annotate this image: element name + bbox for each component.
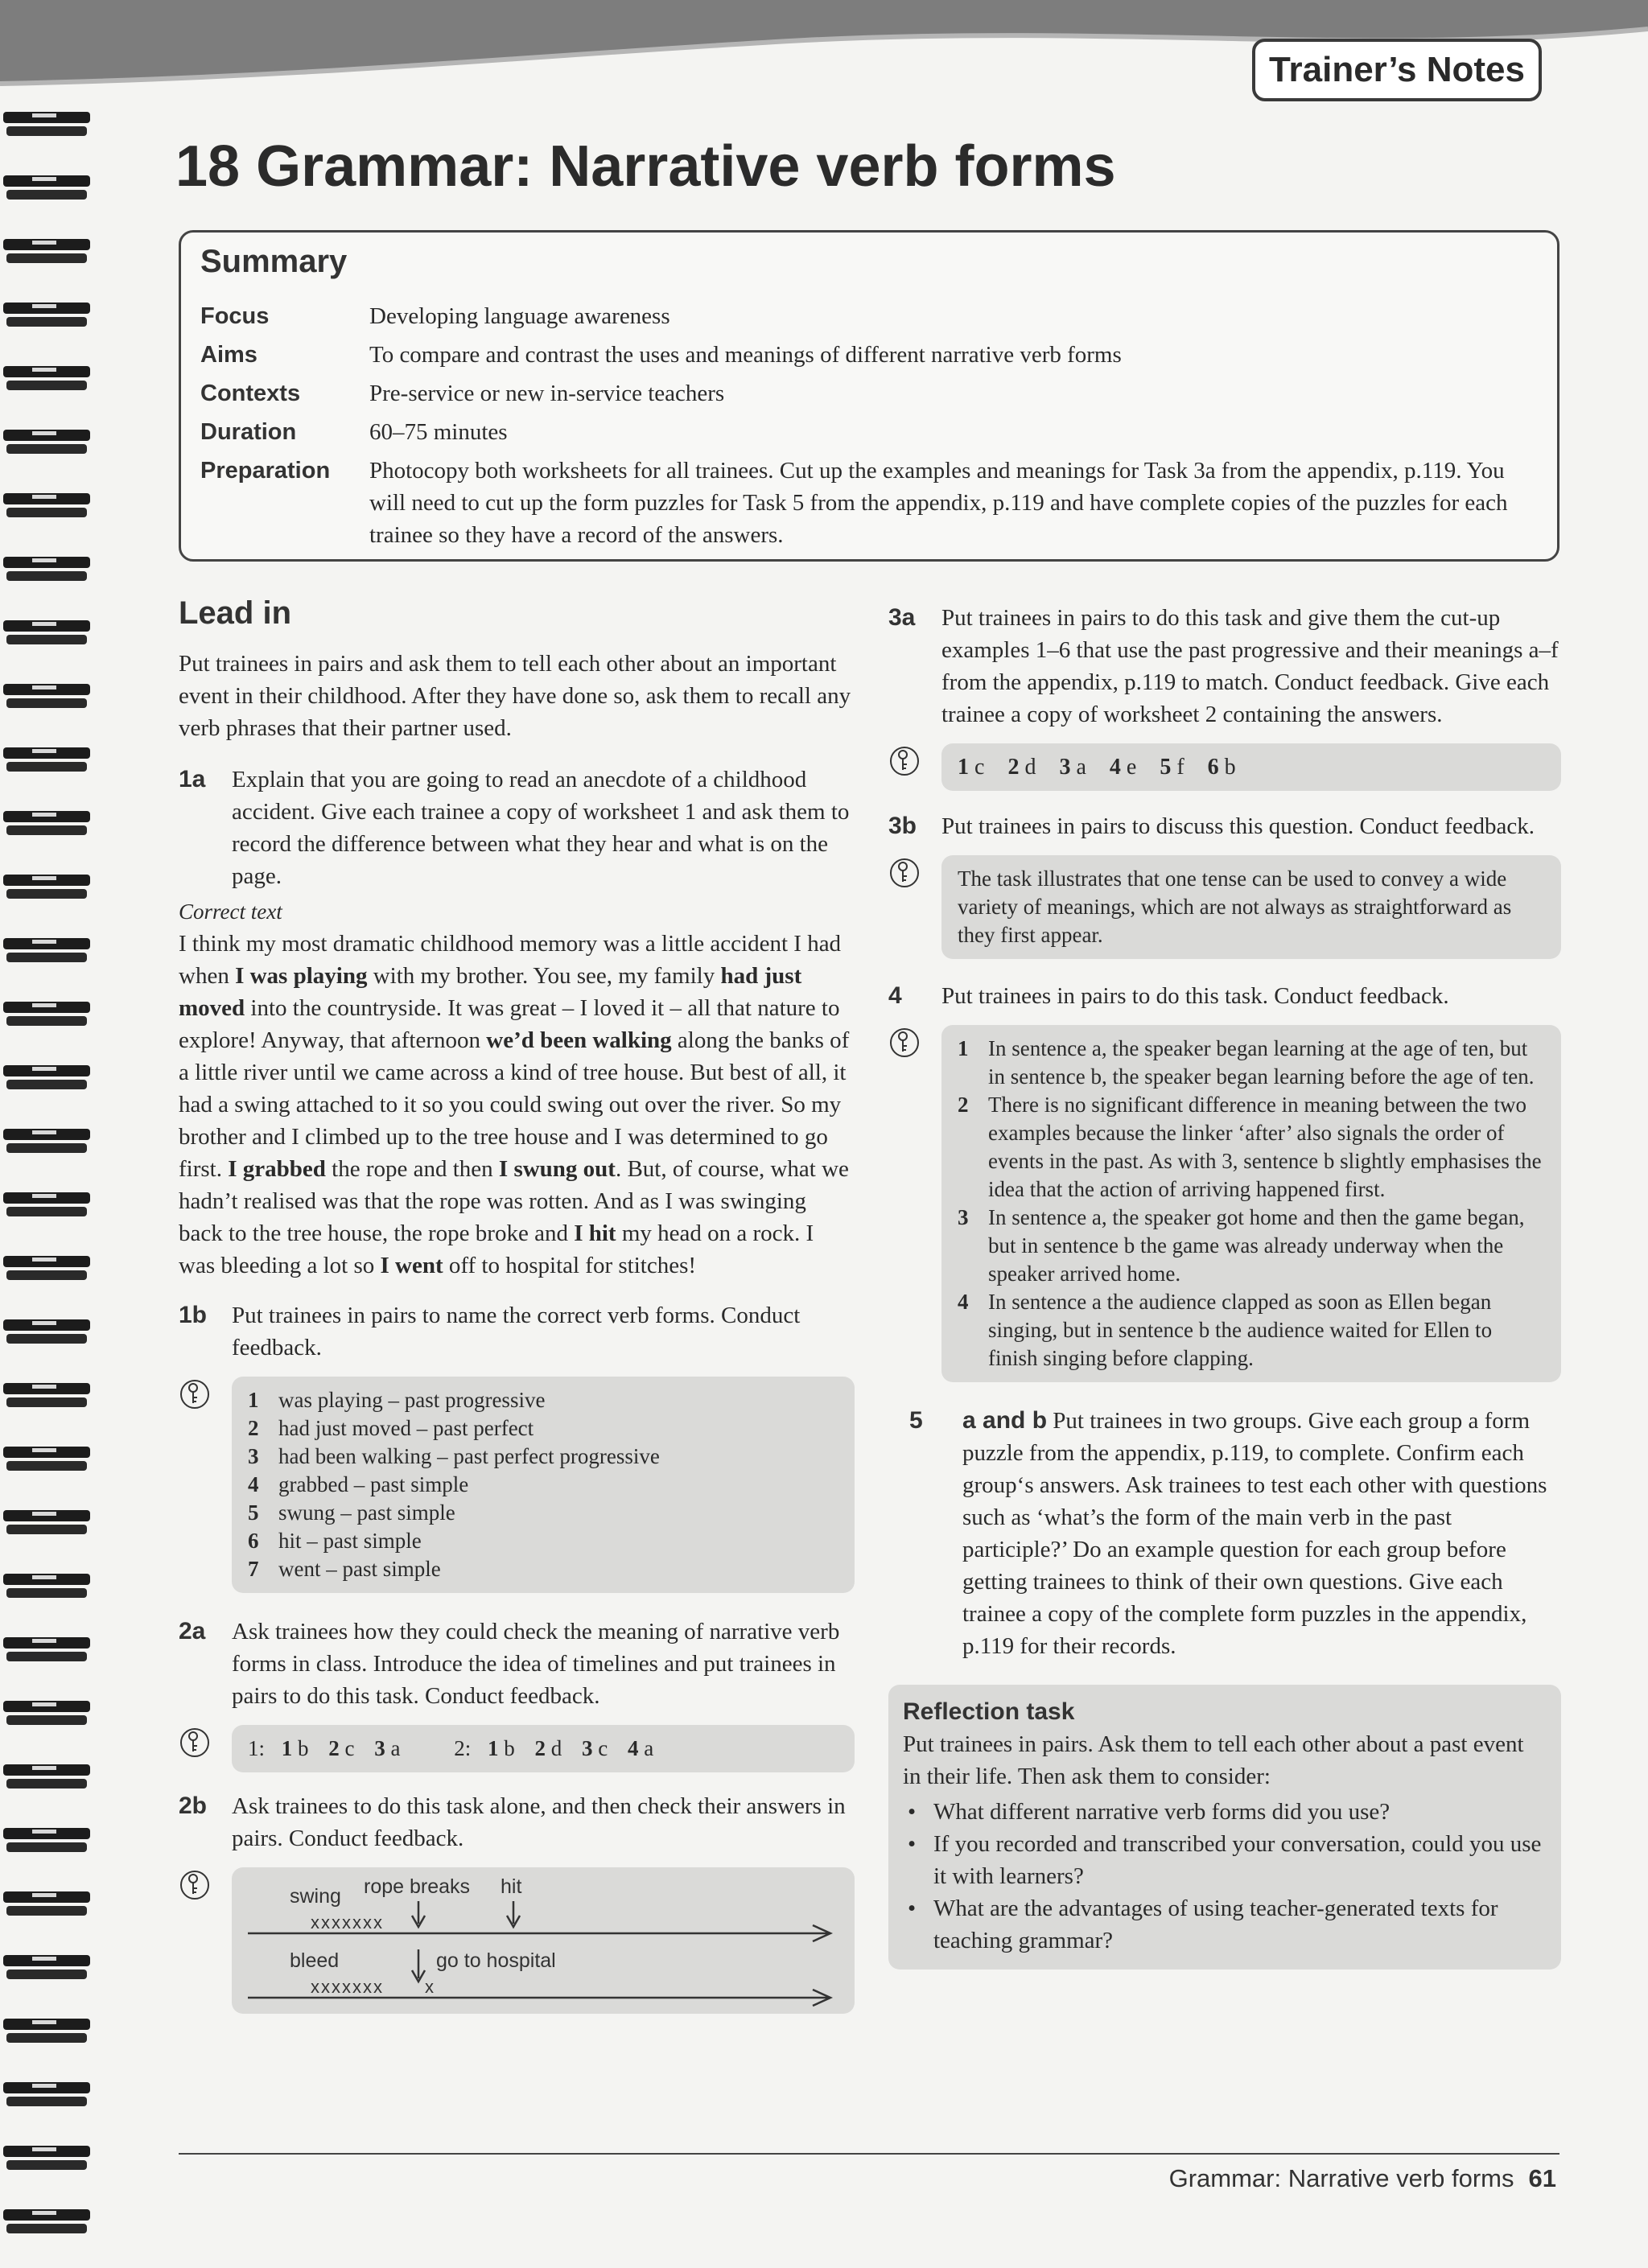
arrow-down-icon (412, 1949, 425, 1982)
answer-letter: d (550, 1736, 562, 1760)
task-number: 2a (179, 1618, 206, 1644)
lead-in-heading: Lead in (179, 595, 292, 631)
footer-rule (179, 2153, 1559, 2155)
binding-coil (3, 1701, 90, 1725)
summary-label: Focus (200, 303, 270, 329)
answer-number: 1 (488, 1736, 499, 1760)
answer-pair (282, 1736, 309, 1760)
summary-heading: Summary (200, 244, 348, 279)
binding-coil (3, 1129, 90, 1153)
answer-item (248, 1471, 838, 1499)
binding-coil (3, 1510, 90, 1534)
answer-text: was playing – past progressive (278, 1388, 546, 1412)
timeline-label-go-to-hospital: go to hospital (436, 1949, 556, 1972)
story-segment: . But, of course, what we hadn’t realised was that the rope was rotten. And as I was swinging back to the tree house, the rope broke and (179, 1156, 849, 1246)
reflection-heading: Reflection task (903, 1698, 1075, 1725)
answer-number: 5 (1160, 755, 1172, 780)
binding-coil (3, 1828, 90, 1852)
task-3a (888, 602, 1561, 731)
answer-pair (1007, 755, 1036, 780)
answer-number: 3 (374, 1736, 385, 1760)
timeline-progress-marks: xxxxxxx (311, 1912, 384, 1933)
timeline-progress-marks: x (425, 1977, 434, 1997)
task-1a (179, 764, 855, 892)
answer-number: 2 (958, 1093, 969, 1117)
answer-group-label: 1: (248, 1736, 266, 1760)
answer-number: 2 (248, 1416, 259, 1440)
reflection-intro: Put trainees in pairs. Ask them to tell each other about a past event in their life. Then ask them to consider: (903, 1731, 1524, 1789)
answer-text: swung – past simple (278, 1500, 455, 1525)
verb-phrase: I swung out (498, 1156, 616, 1182)
timeline-label-bleed: bleed (290, 1949, 340, 1972)
binding-coil (3, 1637, 90, 1661)
timeline-label-swing: swing (290, 1885, 341, 1908)
story-segment: the rope and then (325, 1156, 499, 1182)
task-text: Put trainees in pairs to do this task. Conduct feedback. (941, 983, 1449, 1009)
answer-pair (628, 1736, 653, 1760)
answer-box-2a (232, 1725, 855, 1772)
answer-pair (958, 755, 984, 780)
correct-text-label: Correct text (179, 899, 282, 924)
summary-value: Developing language awareness (369, 303, 670, 329)
summary-label: Duration (200, 419, 297, 445)
answer-number: 1 (958, 1036, 969, 1060)
answer-pair (328, 1736, 354, 1760)
task-2b (179, 1790, 855, 1854)
arrow-down-icon (507, 1901, 520, 1927)
answer-item (248, 1414, 838, 1443)
answer-pair (535, 1736, 562, 1760)
page-number: 61 (1528, 2164, 1556, 2192)
story-segment: my head on a rock. I was bleeding a lot so (179, 1220, 814, 1278)
summary-value: To compare and contrast the uses and meanings of different narrative verb forms (369, 342, 1122, 368)
page-footer (1169, 2164, 1556, 2193)
answer-text: In sentence a, the speaker got home and then the game began, but in sentence b the game was already underway when the speaker arrived home. (988, 1205, 1525, 1286)
answer-number: 6 (248, 1529, 259, 1553)
answer-text: had been walking – past perfect progressive (278, 1444, 660, 1468)
verb-phrase: we’d been walking (486, 1027, 672, 1053)
binding-coil (3, 1192, 90, 1216)
answer-number: 2 (534, 1736, 546, 1760)
answer-number: 2 (1007, 755, 1020, 780)
binding-coil (3, 684, 90, 708)
binding-coil (3, 1447, 90, 1471)
task-number: 3a (888, 604, 916, 631)
reflection-bullet: • If you recorded and transcribed your conversation, could you use it with learners? (903, 1828, 1547, 1892)
answer-letter: f (1176, 755, 1184, 780)
answer-key-icon (179, 1869, 211, 1901)
task-number: 1b (179, 1302, 208, 1328)
answer-pair (374, 1736, 400, 1760)
answer-letter: b (298, 1736, 309, 1760)
task-text: Put trainees in two groups. Give each group a form puzzle from the appendix, p.119, to complete. Confirm each group‘s answers. Ask trainees to test each other with questions such as ‘what’s the form of the main verb in the past participle?’ Do an example question for each group before getting trainees to think of their own questions. Give each trainee a copy of the complete form puzzles in the appendix, p.119 for their records. (962, 1408, 1547, 1659)
summary-value: Photocopy both worksheets for all trainees. Cut up the examples and meanings for Task 3a from the appendix, p.119. You will need to cut up the form puzzles for Task 5 from the appendix, p.119 and have complete copies of the puzzles for each trainee so they have a record of the answers. (369, 458, 1508, 548)
task-number: 5 (909, 1407, 923, 1434)
answer-number: 5 (248, 1500, 259, 1525)
answer-box-1b (232, 1377, 855, 1593)
task-5 (888, 1405, 1561, 1662)
binding-coil (3, 175, 90, 200)
answer-number: 6 (1207, 755, 1219, 780)
binding-coil (3, 1002, 90, 1026)
task-3b (888, 810, 1561, 842)
answer-pair (1208, 755, 1236, 780)
binding-coil (3, 620, 90, 644)
answer-key-icon (179, 1727, 211, 1759)
answer-number: 3 (582, 1736, 593, 1760)
story-segment: into the countryside. It was great – I loved it – all that nature to explore! Anyway, that afternoon (179, 995, 840, 1053)
story-segment: off to hospital for stitches! (443, 1253, 697, 1278)
story-text (179, 928, 855, 1282)
answer-number: 4 (248, 1472, 259, 1496)
right-column (888, 602, 1561, 1970)
answer-item (958, 1204, 1545, 1288)
binding-coil (3, 875, 90, 899)
answer-letter: e (1126, 755, 1137, 780)
task-number: 1a (179, 766, 206, 792)
answer-text: There is no significant difference in meaning between the two examples because the linker ‘after’ also signals the order of events in the past. As with 3, sentence b slightly emphasises the idea that the action of arriving happened first. (988, 1093, 1542, 1201)
left-column (179, 595, 855, 2014)
reflection-bullets (903, 1796, 1547, 1957)
answer-number: 4 (627, 1736, 639, 1760)
answer-text: In sentence a the audience clapped as soon as Ellen began singing, but in sentence b the audience waited for Ellen to finish singing before clapping. (988, 1290, 1493, 1370)
footer-title: Grammar: Narrative verb forms (1168, 2164, 1514, 2192)
answer-box-3a (941, 743, 1561, 791)
answer-key-icon (888, 1027, 921, 1059)
task-text: Put trainees in pairs to do this task and give them the cut-up examples 1–6 that use the past progressive and their meanings a–f from the appendix, p.119 to match. Conduct feedback. Give each trainee a copy of worksheet 2 containing the answers. (941, 605, 1559, 727)
answer-pair (1160, 755, 1184, 780)
summary-label: Aims (200, 342, 258, 368)
arrow-down-icon (412, 1901, 425, 1927)
binding-coil (3, 112, 90, 136)
summary-value: Pre-service or new in-service teachers (369, 381, 725, 406)
task-1b (179, 1299, 855, 1364)
answer-item (248, 1443, 838, 1471)
verb-phrase: I went (380, 1253, 443, 1278)
answer-pair (488, 1736, 515, 1760)
answer-letter: a (390, 1736, 401, 1760)
answer-text: went – past simple (278, 1557, 441, 1581)
answer-pair (1110, 755, 1136, 780)
answer-number: 4 (1109, 755, 1121, 780)
answer-box-4 (941, 1025, 1561, 1382)
answer-letter: b (1224, 755, 1236, 780)
binding-coil (3, 1764, 90, 1788)
answer-number: 1 (281, 1736, 293, 1760)
trainers-notes-badge: Trainer’s Notes (1252, 39, 1542, 101)
task-text: Ask trainees to do this task alone, and then check their answers in pairs. Conduct feedback. (232, 1793, 846, 1851)
verb-phrase: had just moved (179, 963, 802, 1021)
answer-letter: c (344, 1736, 355, 1760)
answer-letter: c (598, 1736, 608, 1760)
task-text: Put trainees in pairs to discuss this question. Conduct feedback. (941, 813, 1535, 839)
answer-text: In sentence a, the speaker began learning at the age of ten, but in sentence b, the speaker began learning before the age of ten. (988, 1036, 1535, 1089)
task-number: 4 (888, 982, 902, 1009)
answer-number: 7 (248, 1557, 259, 1581)
answer-number: 2 (328, 1736, 340, 1760)
binding-coil (3, 303, 90, 327)
verb-phrase: I hit (574, 1220, 616, 1246)
binding-coil (3, 1319, 90, 1344)
summary-value: 60–75 minutes (369, 419, 508, 445)
answer-number: 1 (248, 1388, 259, 1412)
task-text: Ask trainees how they could check the meaning of narrative verb forms in class. Introduce the idea of timelines and put trainees in pairs to do this task. Conduct feedback. (232, 1619, 840, 1709)
timeline-progress-marks: xxxxxxx (311, 1977, 384, 1997)
binding-coil (3, 811, 90, 835)
answer-item (958, 1035, 1545, 1091)
timeline-label-rope-breaks: rope breaks (364, 1875, 471, 1898)
task-text: Put trainees in pairs to name the correct verb forms. Conduct feedback. (232, 1303, 801, 1360)
answer-number: 1 (958, 755, 969, 780)
answer-list (248, 1386, 838, 1583)
verb-phrase: I grabbed (228, 1156, 326, 1182)
story-segment: along the banks of a little river until we came across a kind of tree house. But best of all, it had a swing attached to it so you could swing out over the river. So my brother and I climbed up to the tree house and I was determined to go first. (179, 1027, 850, 1182)
answer-letter: a (1076, 755, 1086, 780)
binding-coil (3, 1383, 90, 1407)
story-segment: with my brother. You see, my family (367, 963, 721, 989)
page-title: 18 Grammar: Narrative verb forms (175, 134, 1116, 199)
answer-item (958, 1091, 1545, 1204)
binding-coil (3, 1891, 90, 1916)
answer-key-icon (179, 1378, 211, 1410)
summary-label: Contexts (200, 381, 301, 406)
binding-coil (3, 1065, 90, 1089)
answer-text: had just moved – past perfect (278, 1416, 534, 1440)
answer-text: hit – past simple (278, 1529, 422, 1553)
answer-number: 3 (1059, 755, 1071, 780)
reflection-bullet: • What different narrative verb forms did you use? (903, 1796, 1547, 1828)
answer-key-icon (888, 745, 921, 777)
timeline-diagram (232, 1867, 855, 2014)
timeline-label-hit: hit (501, 1875, 522, 1898)
binding-coil (3, 493, 90, 517)
spiral-binding (0, 0, 95, 2268)
answer-item (248, 1527, 838, 1555)
task-number: 3b (888, 813, 917, 839)
answer-list (958, 1035, 1545, 1373)
answer-item (248, 1386, 838, 1414)
binding-coil (3, 1574, 90, 1598)
answer-number: 3 (958, 1205, 969, 1229)
answer-text: The task illustrates that one tense can be used to convey a wide variety of meanings, which are not always as straightforward as they first appear. (958, 866, 1512, 947)
answer-letter: b (504, 1736, 515, 1760)
answer-letter: c (974, 755, 985, 780)
story-segment: I think my most dramatic childhood memory was a little accident I had when (179, 931, 842, 989)
answer-box-2b (232, 1867, 855, 2014)
binding-coil (3, 747, 90, 772)
binding-coil (3, 557, 90, 581)
binding-coil (3, 239, 90, 263)
binding-coil (3, 1256, 90, 1280)
answer-item (248, 1555, 838, 1583)
answer-number: 4 (958, 1290, 969, 1314)
task-number: 2b (179, 1793, 208, 1819)
lead-in-text: Put trainees in pairs and ask them to tell each other about an important event in their childhood. After they have done so, ask them to recall any verb phrases that their partner used. (179, 651, 851, 741)
summary-label: Preparation (200, 458, 331, 484)
binding-coil (3, 2019, 90, 2043)
answer-letter: a (644, 1736, 654, 1760)
binding-coil (3, 430, 90, 454)
binding-coil (3, 938, 90, 962)
answer-item (958, 1288, 1545, 1373)
binding-coil (3, 366, 90, 390)
task-5-lead: a and b (962, 1407, 1048, 1434)
answer-item (248, 1499, 838, 1527)
summary-box (179, 230, 1559, 562)
binding-coil (3, 2146, 90, 2170)
answer-key-icon (888, 857, 921, 889)
answer-pair (582, 1736, 608, 1760)
binding-coil (3, 2082, 90, 2106)
answer-group-label: 2: (454, 1736, 472, 1760)
task-text: Explain that you are going to read an anecdote of a childhood accident. Give each trainee a copy of worksheet 1 and ask them to record the difference between what they hear and what is on the page. (232, 767, 850, 889)
reflection-bullet: • What are the advantages of using teacher-generated texts for teaching grammar? (903, 1892, 1547, 1957)
reflection-task-box (888, 1685, 1561, 1970)
answer-box-3b (941, 855, 1561, 959)
answer-letter: d (1024, 755, 1036, 780)
answer-text: grabbed – past simple (278, 1472, 469, 1496)
answer-pair (1059, 755, 1086, 780)
verb-phrase: I was playing (235, 963, 368, 989)
binding-coil (3, 1955, 90, 1979)
task-4 (888, 980, 1561, 1012)
binding-coil (3, 2209, 90, 2233)
answer-number: 3 (248, 1444, 259, 1468)
task-2a (179, 1616, 855, 1712)
